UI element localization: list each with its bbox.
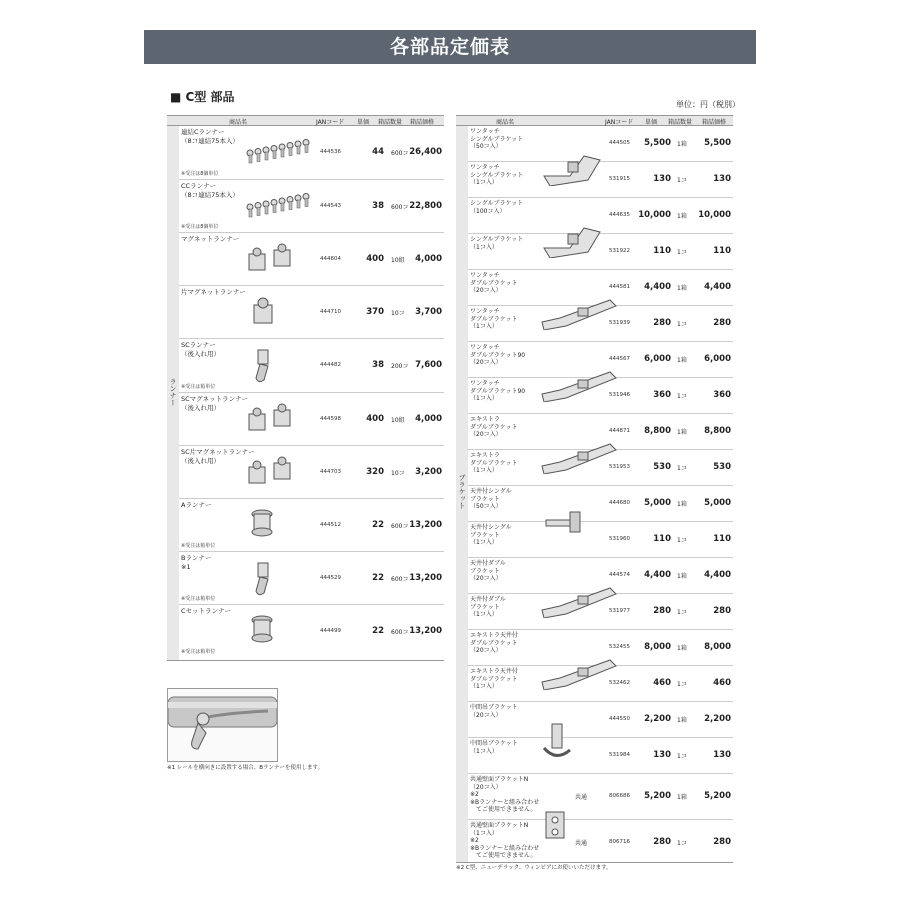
- box-quantity: 600コ: [391, 628, 409, 636]
- box-price: 280: [713, 837, 731, 847]
- runner-price-table: [167, 115, 444, 661]
- unit-price: 2,200: [644, 714, 671, 724]
- product-name: 天井付シングル ブラケット （1コ入）: [470, 524, 512, 547]
- unit-price: 10,000: [638, 210, 671, 220]
- jan-code: 444871: [609, 428, 630, 434]
- table-row: [468, 558, 733, 594]
- jan-code: 531946: [609, 392, 630, 398]
- box-quantity: 1コ: [677, 249, 687, 256]
- part-image: [244, 240, 324, 280]
- page-title-banner: 各部品定価表: [144, 30, 756, 64]
- box-quantity: 1箱: [677, 429, 687, 436]
- unit-price: 44: [372, 147, 384, 157]
- box-quantity: 10組: [391, 416, 405, 424]
- footnote-2: ※2 C型、ニューデラック、ウィンピアにお使いいただけます。: [456, 865, 612, 871]
- table-header: [456, 116, 733, 126]
- table-row: [179, 233, 444, 286]
- jan-code: 531977: [609, 608, 630, 614]
- jan-code: 532455: [609, 644, 630, 650]
- box-quantity: 600コ: [391, 522, 409, 530]
- box-quantity: 10組: [391, 256, 405, 264]
- part-image: [244, 133, 324, 173]
- table-row: [179, 605, 444, 657]
- table-header: [167, 116, 444, 126]
- box-quantity: 1コ: [677, 609, 687, 616]
- jan-code: 444567: [609, 356, 630, 362]
- box-price: 8,800: [704, 426, 731, 436]
- part-image: [244, 612, 324, 652]
- product-name: ワンタッチ ダブルブラケット （1コ入）: [470, 308, 518, 331]
- product-name: ワンタッチ ダブルブラケット90 （1コ入）: [470, 380, 526, 403]
- header-jan: JANコード: [316, 119, 345, 126]
- jan-code: 444703: [320, 468, 341, 475]
- jan-code: 444680: [609, 500, 630, 506]
- footnote-1: ※1 レールを横向きに設置する場合、Bランナーを使用します。: [167, 765, 324, 771]
- table-row: [179, 499, 444, 552]
- part-image: [244, 506, 324, 546]
- box-quantity: 600コ: [391, 150, 409, 157]
- product-name: 共通壁面ブラケットN （20コ入） ※2 ※Bランナーと組み合わせ てご使用できません。: [470, 776, 540, 814]
- order-note: ※受注は8個単位: [181, 224, 219, 230]
- unit-price: 130: [653, 174, 671, 184]
- jan-code: 532462: [609, 680, 630, 686]
- product-name: 中間吊ブラケット （20コ入）: [470, 704, 518, 719]
- box-price: 130: [713, 174, 731, 184]
- jan-code: 531922: [609, 248, 630, 254]
- product-name: SCマグネットランナー （後入れ用）: [181, 395, 249, 412]
- part-image: [540, 650, 620, 690]
- table-row: [468, 774, 733, 820]
- header-unit-price: 単価: [357, 119, 370, 126]
- box-price: 4,400: [704, 570, 731, 580]
- box-price: 2,200: [704, 714, 731, 724]
- box-price: 280: [713, 606, 731, 616]
- part-image: [244, 453, 324, 493]
- part-image: [540, 722, 620, 762]
- box-price: 13,200: [409, 519, 442, 530]
- product-name: SC片マグネットランナー （後入れ用）: [181, 448, 255, 465]
- unit-price: 110: [653, 246, 671, 256]
- product-name: ワンタッチ シングルブラケット （50コ入）: [470, 128, 524, 151]
- box-price: 26,400: [409, 147, 442, 157]
- product-name: 天井付シングル ブラケット （50コ入）: [470, 488, 512, 511]
- unit-price: 400: [366, 413, 384, 424]
- unit-price: 460: [653, 678, 671, 688]
- box-quantity: 1コ: [677, 321, 687, 328]
- box-price: 10,000: [698, 210, 731, 220]
- jan-code: 444536: [320, 149, 341, 155]
- box-quantity: 1コ: [677, 681, 687, 688]
- table-row: [179, 446, 444, 499]
- unit-price: 8,800: [644, 426, 671, 436]
- product-name: エキストラ天井付 ダブルブラケット （1コ入）: [470, 668, 518, 691]
- unit-price: 360: [653, 390, 671, 400]
- table-row: [468, 702, 733, 738]
- order-note: ※受注は箱単位: [181, 649, 216, 655]
- part-image: [244, 293, 324, 333]
- product-name: 共通壁面ブラケットN （1コ入） ※2 ※Bランナーと組み合わせ てご使用できません。: [470, 822, 540, 860]
- box-price: 3,700: [415, 306, 442, 317]
- box-quantity: 1コ: [677, 177, 687, 184]
- jan-code: 444581: [609, 284, 630, 290]
- order-note: ※受注は箱単位: [181, 543, 216, 549]
- box-price: 13,200: [409, 625, 442, 636]
- header-unit-price: 単価: [645, 119, 658, 126]
- unit-price: 320: [366, 466, 384, 477]
- category-label-runner: ランナー: [169, 378, 177, 406]
- common-tag: 共通: [575, 794, 588, 801]
- unit-price: 5,000: [644, 498, 671, 508]
- unit-price: 280: [653, 837, 671, 847]
- unit-price: 280: [653, 318, 671, 328]
- box-price: 110: [713, 246, 731, 256]
- box-price: 13,200: [409, 572, 442, 583]
- product-name: ワンタッチ ダブルブラケット90 （20コ入）: [470, 344, 526, 367]
- jan-code: 444574: [609, 572, 630, 578]
- box-quantity: 600コ: [391, 203, 409, 211]
- box-quantity: 1箱: [677, 794, 687, 801]
- header-box-price: 箱詰価格: [702, 119, 727, 126]
- header-jan: JANコード: [605, 119, 634, 126]
- product-name: エキストラ天井付 ダブルブラケット （20コ入）: [470, 632, 518, 655]
- jan-code: 444635: [609, 212, 630, 218]
- jan-code: 531960: [609, 536, 630, 542]
- table-row: [179, 286, 444, 339]
- unit-price: 22: [372, 519, 384, 530]
- unit-price: 22: [372, 572, 384, 583]
- header-box-qty: 箱詰数量: [668, 119, 693, 126]
- jan-code: 531984: [609, 752, 630, 758]
- product-name: 天井付ダブル ブラケット （20コ入）: [470, 560, 506, 583]
- table-row: [179, 552, 444, 605]
- table-row: [468, 630, 733, 666]
- product-name: 連結Cランナー （8コ連結75本入）: [181, 128, 239, 145]
- table-row: [179, 180, 444, 233]
- part-image: [540, 804, 620, 844]
- product-name: SCランナー （後入れ用）: [181, 341, 220, 358]
- box-quantity: 1箱: [677, 285, 687, 292]
- box-price: 130: [713, 750, 731, 760]
- unit-price: 530: [653, 462, 671, 472]
- box-price: 3,200: [415, 466, 442, 477]
- box-quantity: 1箱: [677, 717, 687, 724]
- unit-price: 4,400: [644, 570, 671, 580]
- unit-price: 5,200: [644, 791, 671, 801]
- unit-price: 130: [653, 750, 671, 760]
- box-price: 4,000: [415, 253, 442, 264]
- product-name: Aランナー: [181, 501, 212, 509]
- part-image: [244, 559, 324, 599]
- jan-code: 444543: [320, 202, 341, 209]
- part-image: [244, 346, 324, 386]
- part-image: [244, 187, 324, 227]
- box-quantity: 600コ: [391, 575, 409, 583]
- jan-code: 806686: [609, 793, 630, 799]
- part-image: [540, 146, 620, 186]
- unit-price: 6,000: [644, 354, 671, 364]
- header-box-qty: 箱詰数量: [378, 119, 403, 126]
- product-name: Cセットランナー: [181, 607, 232, 615]
- product-name: 天井付ダブル ブラケット （1コ入）: [470, 596, 506, 619]
- box-price: 4,400: [704, 282, 731, 292]
- table-row: [179, 393, 444, 446]
- rail-illustration: [167, 688, 278, 762]
- box-price: 6,000: [704, 354, 731, 364]
- jan-code: 531915: [609, 176, 630, 182]
- jan-code: 444499: [320, 627, 341, 634]
- table-row: [468, 198, 733, 234]
- box-quantity: 1コ: [677, 753, 687, 760]
- product-name: エキストラ ダブルブラケット （1コ入）: [470, 452, 518, 475]
- table-row: [468, 270, 733, 306]
- order-note: ※受注は箱単位: [181, 596, 216, 602]
- table-row: [468, 342, 733, 378]
- part-image: [540, 218, 620, 258]
- product-name: シングルブラケット （100コ入）: [470, 200, 524, 215]
- category-label-bracket: ブラケット: [458, 474, 466, 509]
- unit-price: 22: [372, 625, 384, 636]
- part-image: [540, 506, 620, 546]
- box-quantity: 1コ: [677, 840, 687, 847]
- unit-price: 370: [366, 306, 384, 317]
- box-quantity: 1コ: [677, 465, 687, 472]
- table-row: [468, 414, 733, 450]
- product-name: マグネットランナー: [181, 235, 240, 243]
- header-name: 商品名: [496, 119, 515, 126]
- product-name: 中間吊ブラケット （1コ入）: [470, 740, 518, 755]
- header-name: 商品名: [229, 119, 248, 126]
- box-quantity: 1箱: [677, 501, 687, 508]
- part-image: [540, 578, 620, 618]
- box-price: 280: [713, 318, 731, 328]
- product-name: 片マグネットランナー: [181, 288, 246, 296]
- jan-code: 444710: [320, 308, 341, 315]
- order-note: ※受注は8個単位: [181, 171, 219, 177]
- unit-price: 400: [366, 253, 384, 264]
- unit-price: 4,400: [644, 282, 671, 292]
- jan-code: 444598: [320, 415, 341, 422]
- unit-price: 110: [653, 534, 671, 544]
- product-name: シングルブラケット （1コ入）: [470, 236, 524, 251]
- box-price: 110: [713, 534, 731, 544]
- bracket-price-table: [456, 115, 733, 863]
- rail-b-runner-drawing: [168, 689, 277, 761]
- unit-price: 8,000: [644, 642, 671, 652]
- product-name: ワンタッチ シングルブラケット （1コ入）: [470, 164, 524, 187]
- jan-code: 444529: [320, 574, 341, 581]
- part-image: [540, 362, 620, 402]
- box-quantity: 10コ: [391, 469, 405, 477]
- box-quantity: 1コ: [677, 393, 687, 400]
- table-row: [468, 126, 733, 162]
- product-name: CCランナー （8コ連結75本入）: [181, 182, 239, 199]
- box-price: 360: [713, 390, 731, 400]
- unit-price: 5,500: [644, 138, 671, 148]
- part-image: [540, 434, 620, 474]
- box-quantity: 1箱: [677, 357, 687, 364]
- header-box-price: 箱詰価格: [410, 119, 435, 126]
- jan-code: 444604: [320, 255, 341, 262]
- box-price: 4,000: [415, 413, 442, 424]
- box-price: 5,200: [704, 791, 731, 801]
- box-price: 8,000: [704, 642, 731, 652]
- jan-code: 444482: [320, 362, 341, 368]
- box-quantity: 1コ: [677, 537, 687, 544]
- box-price: 5,000: [704, 498, 731, 508]
- box-quantity: 1箱: [677, 573, 687, 580]
- product-name: エキストラ ダブルブラケット （20コ入）: [470, 416, 518, 439]
- unit-price: 280: [653, 606, 671, 616]
- jan-code: 806716: [609, 839, 630, 845]
- part-image: [244, 400, 324, 440]
- box-price: 5,500: [704, 138, 731, 148]
- product-name: Bランナー ※1: [181, 554, 212, 571]
- jan-code: 531939: [609, 320, 630, 326]
- table-row: [179, 126, 444, 180]
- box-quantity: 10コ: [391, 309, 405, 317]
- table-row: [468, 486, 733, 522]
- part-image: [540, 290, 620, 330]
- box-price: 22,800: [409, 200, 442, 211]
- unit-note: 単位：円（税別）: [676, 100, 740, 109]
- jan-code: 444512: [320, 521, 341, 528]
- box-price: 460: [713, 678, 731, 688]
- product-name: ワンタッチ ダブルブラケット （20コ入）: [470, 272, 518, 295]
- box-quantity: 1箱: [677, 645, 687, 652]
- box-quantity: 200コ: [391, 363, 409, 370]
- section-title: ■ C型 部品: [170, 90, 235, 104]
- box-price: 7,600: [415, 360, 442, 370]
- unit-price: 38: [372, 360, 384, 370]
- common-tag: 共通: [575, 840, 588, 847]
- box-quantity: 1箱: [677, 213, 687, 220]
- box-price: 530: [713, 462, 731, 472]
- jan-code: 444505: [609, 140, 630, 146]
- order-note: ※受注は箱単位: [181, 384, 216, 390]
- table-row: [179, 339, 444, 393]
- box-quantity: 1箱: [677, 141, 687, 148]
- jan-code: 531953: [609, 464, 630, 470]
- unit-price: 38: [372, 200, 384, 211]
- jan-code: 444550: [609, 716, 630, 722]
